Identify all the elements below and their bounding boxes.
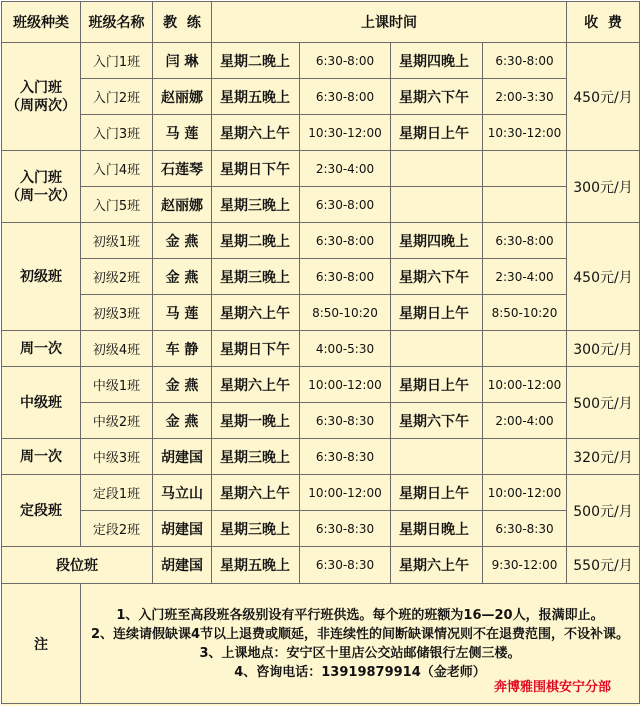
category-line: 周一次	[20, 448, 62, 465]
class-name: 入门4班	[81, 151, 153, 187]
table-row	[2, 295, 640, 331]
day-primary: 星期三晚上	[212, 511, 300, 547]
category-line: （周两次）	[6, 97, 76, 114]
table-row	[2, 223, 640, 259]
table-row	[2, 151, 640, 187]
day-primary: 星期五晚上	[212, 79, 300, 115]
coach-name: 马 莲	[153, 115, 212, 151]
fee: 450元/月	[567, 43, 640, 151]
day-secondary	[391, 439, 483, 475]
fee: 300元/月	[567, 331, 640, 367]
table-row	[2, 43, 640, 79]
class-category	[2, 43, 81, 151]
time-secondary: 10:00-12:00	[483, 367, 567, 403]
day-secondary	[391, 331, 483, 367]
header-class-name: 班级名称	[81, 2, 153, 43]
fee: 450元/月	[567, 223, 640, 331]
category-line: 定段班	[20, 502, 62, 519]
table-row	[2, 439, 640, 475]
schedule-sheet	[1, 1, 639, 706]
fee: 300元/月	[567, 151, 640, 223]
class-category	[2, 439, 81, 475]
advanced-time2: 9:30-12:00	[483, 547, 567, 584]
header-fee: 收 费	[567, 2, 640, 43]
coach-name: 金 燕	[153, 403, 212, 439]
time-secondary: 10:00-12:00	[483, 475, 567, 511]
day-secondary	[391, 151, 483, 187]
header-time: 上课时间	[212, 2, 567, 43]
table-row	[2, 367, 640, 403]
class-name: 中级3班	[81, 439, 153, 475]
table-row	[2, 475, 640, 511]
note-item: 2、连续请假缺课4节以上退费或顺延，非连续性的间断缺课情况则不在退费范围，不设补课。	[90, 626, 630, 642]
day-primary: 星期三晚上	[212, 187, 300, 223]
schedule-body	[2, 43, 640, 547]
coach-name: 闫 琳	[153, 43, 212, 79]
class-name: 初级2班	[81, 259, 153, 295]
category-line: （周一次）	[6, 187, 76, 204]
table-row	[2, 79, 640, 115]
coach-name: 胡建国	[153, 511, 212, 547]
coach-name: 马 莲	[153, 295, 212, 331]
time-secondary: 10:30-12:00	[483, 115, 567, 151]
fee: 500元/月	[567, 475, 640, 547]
time-primary: 8:50-10:20	[300, 295, 391, 331]
coach-name: 石莲琴	[153, 151, 212, 187]
day-primary: 星期三晚上	[212, 439, 300, 475]
day-secondary: 星期六下午	[391, 79, 483, 115]
class-name: 入门2班	[81, 79, 153, 115]
class-name: 初级3班	[81, 295, 153, 331]
class-category	[2, 367, 81, 439]
time-primary: 2:30-4:00	[300, 151, 391, 187]
class-name: 定段1班	[81, 475, 153, 511]
day-primary: 星期六上午	[212, 295, 300, 331]
notes-text	[81, 584, 640, 704]
day-secondary: 星期四晚上	[391, 223, 483, 259]
day-secondary: 星期日上午	[391, 295, 483, 331]
day-primary: 星期三晚上	[212, 259, 300, 295]
day-secondary: 星期日上午	[391, 475, 483, 511]
organization-signature: 奔博雅围棋安宁分部	[493, 680, 611, 695]
day-secondary: 星期六下午	[391, 259, 483, 295]
time-primary: 6:30-8:00	[300, 223, 391, 259]
table-row	[2, 403, 640, 439]
table-row	[2, 259, 640, 295]
class-name: 入门1班	[81, 43, 153, 79]
class-name: 入门5班	[81, 187, 153, 223]
coach-name: 赵丽娜	[153, 187, 212, 223]
time-primary: 6:30-8:30	[300, 403, 391, 439]
table-row	[2, 511, 640, 547]
day-primary: 星期六上午	[212, 367, 300, 403]
note-item: 3、上课地点：安宁区十里店公交站邮储银行左侧三楼。	[199, 645, 521, 661]
time-primary: 6:30-8:00	[300, 79, 391, 115]
advanced-day2: 星期六上午	[391, 547, 483, 584]
coach-name: 赵丽娜	[153, 79, 212, 115]
time-secondary: 6:30-8:00	[483, 43, 567, 79]
time-primary: 6:30-8:00	[300, 43, 391, 79]
category-line: 初级班	[20, 268, 62, 285]
notes-label: 注	[2, 584, 81, 704]
day-primary: 星期日下午	[212, 151, 300, 187]
class-category	[2, 151, 81, 223]
time-secondary: 6:30-8:00	[483, 223, 567, 259]
header-category: 班级种类	[2, 2, 81, 43]
time-primary: 10:30-12:00	[300, 115, 391, 151]
time-primary: 4:00-5:30	[300, 331, 391, 367]
time-primary: 6:30-8:30	[300, 511, 391, 547]
day-primary: 星期二晚上	[212, 223, 300, 259]
day-secondary	[391, 187, 483, 223]
time-primary: 6:30-8:00	[300, 259, 391, 295]
table-row	[2, 115, 640, 151]
time-primary: 6:30-8:00	[300, 187, 391, 223]
coach-name: 金 燕	[153, 367, 212, 403]
table-row	[2, 331, 640, 367]
category-line: 入门班	[20, 169, 62, 186]
day-primary: 星期六上午	[212, 475, 300, 511]
day-primary: 星期二晚上	[212, 43, 300, 79]
time-secondary: 8:50-10:20	[483, 295, 567, 331]
day-primary: 星期一晚上	[212, 403, 300, 439]
class-name: 中级2班	[81, 403, 153, 439]
coach-name: 马立山	[153, 475, 212, 511]
time-secondary: 6:30-8:30	[483, 511, 567, 547]
table-row	[2, 187, 640, 223]
notes-row	[2, 584, 640, 704]
category-line: 中级班	[20, 394, 62, 411]
fee: 500元/月	[567, 367, 640, 439]
class-category	[2, 475, 81, 547]
class-name: 初级4班	[81, 331, 153, 367]
coach-name: 金 燕	[153, 223, 212, 259]
day-primary: 星期六上午	[212, 115, 300, 151]
coach-name: 金 燕	[153, 259, 212, 295]
day-secondary: 星期日上午	[391, 115, 483, 151]
day-primary: 星期日下午	[212, 331, 300, 367]
advanced-category: 段位班	[2, 547, 153, 584]
category-line: 周一次	[20, 340, 62, 357]
time-secondary: 2:30-4:00	[483, 259, 567, 295]
time-primary: 10:00-12:00	[300, 475, 391, 511]
day-secondary: 星期日上午	[391, 367, 483, 403]
time-secondary	[483, 187, 567, 223]
day-secondary: 星期六下午	[391, 403, 483, 439]
advanced-day1: 星期五晚上	[212, 547, 300, 584]
class-name: 定段2班	[81, 511, 153, 547]
time-secondary: 2:00-3:30	[483, 79, 567, 115]
day-secondary: 星期日晚上	[391, 511, 483, 547]
time-primary: 6:30-8:30	[300, 439, 391, 475]
day-secondary: 星期四晚上	[391, 43, 483, 79]
time-secondary	[483, 439, 567, 475]
schedule-table	[1, 1, 640, 704]
fee: 320元/月	[567, 439, 640, 475]
header-coach: 教 练	[153, 2, 212, 43]
class-name: 中级1班	[81, 367, 153, 403]
header-row	[2, 2, 640, 43]
time-secondary: 2:00-4:00	[483, 403, 567, 439]
time-secondary	[483, 331, 567, 367]
advanced-row	[2, 547, 640, 584]
class-name: 入门3班	[81, 115, 153, 151]
coach-name: 车 静	[153, 331, 212, 367]
note-item: 1、入门班至高段班各级别设有平行班供选。每个班的班额为16—20人，报满即止。	[116, 607, 604, 623]
category-line: 入门班	[20, 79, 62, 96]
time-secondary	[483, 151, 567, 187]
advanced-time1: 6:30-8:30	[300, 547, 391, 584]
time-primary: 10:00-12:00	[300, 367, 391, 403]
advanced-coach: 胡建国	[153, 547, 212, 584]
class-category	[2, 223, 81, 331]
advanced-fee: 550元/月	[567, 547, 640, 584]
note-item: 4、咨询电话：13919879914（金老师）	[234, 664, 486, 680]
coach-name: 胡建国	[153, 439, 212, 475]
class-category	[2, 331, 81, 367]
class-name: 初级1班	[81, 223, 153, 259]
